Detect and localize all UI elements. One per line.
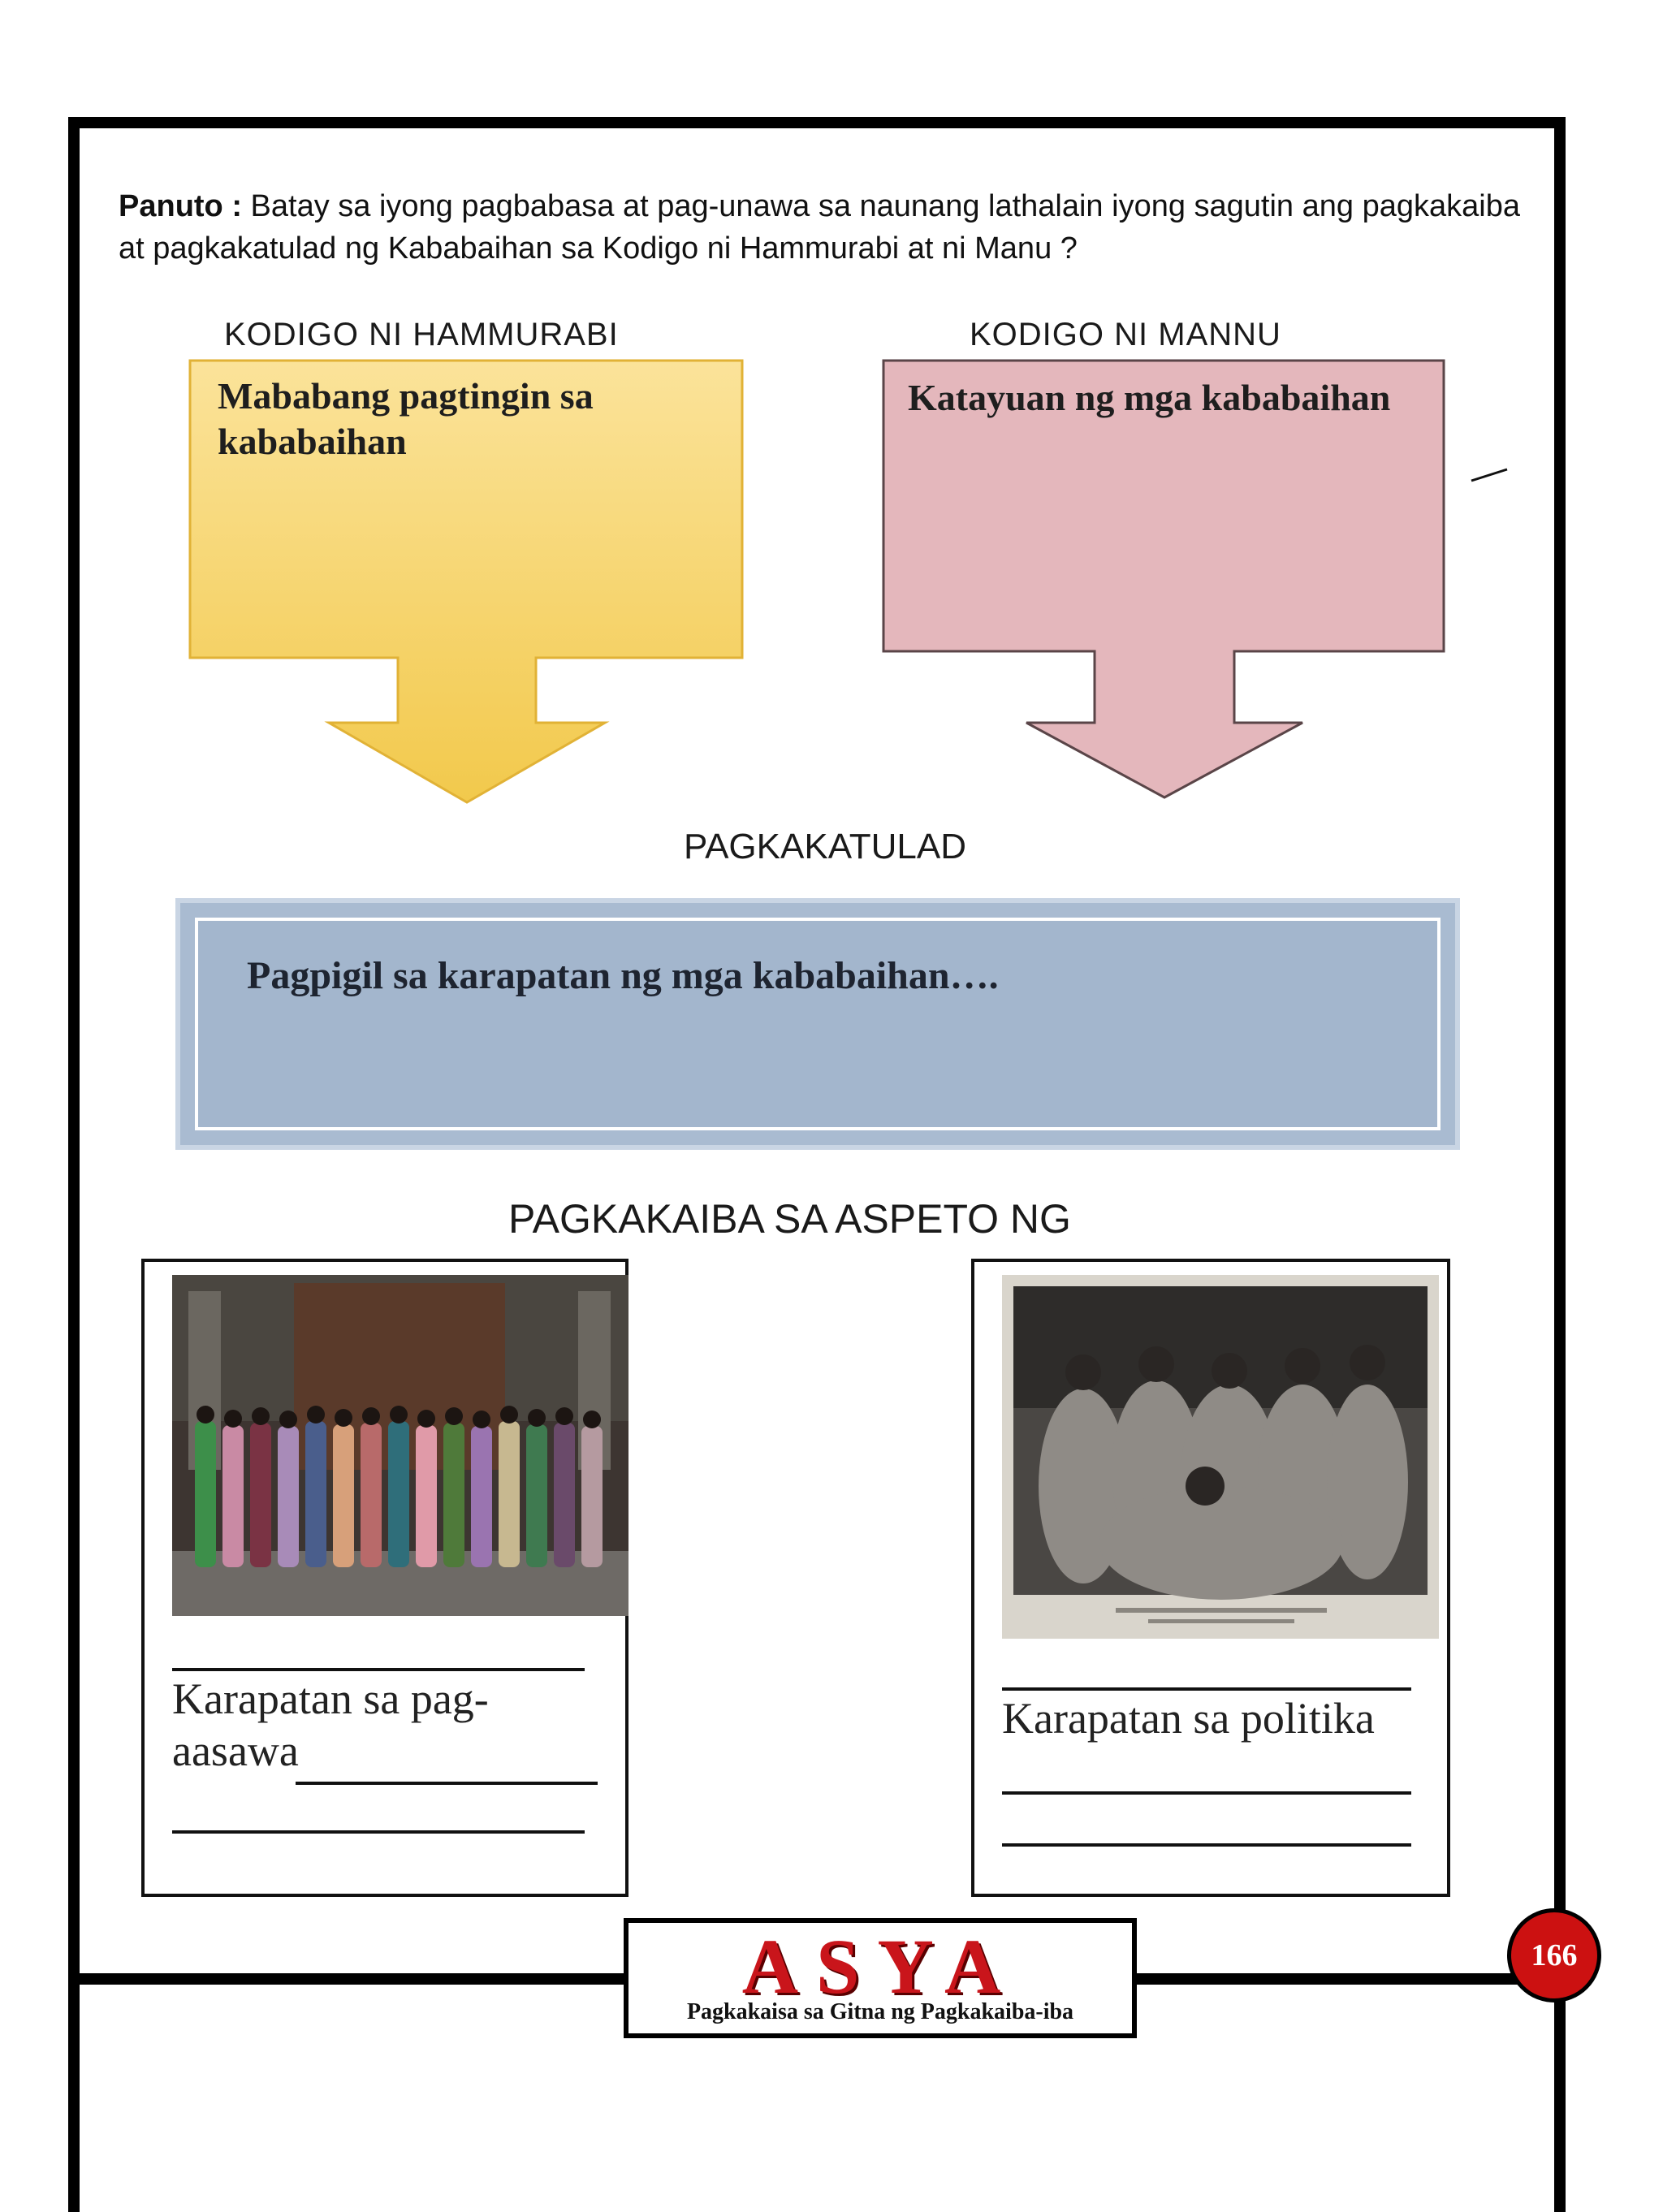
politics-label: Karapatan sa politika — [1002, 1694, 1375, 1743]
marriage-label-line2: aasawa — [172, 1726, 299, 1775]
politics-card — [971, 1259, 1450, 1897]
similarity-inner-frame — [195, 918, 1441, 1130]
answer-line — [172, 1668, 585, 1671]
similarity-text: Pagpigil sa karapatan ng mga kababaihan…. — [247, 954, 999, 997]
difference-title: PAGKAKAIBA SA ASPETO NG — [508, 1196, 1071, 1242]
marriage-card — [141, 1259, 628, 1897]
page-number: 166 — [1531, 1938, 1578, 1972]
hammurabi-title: KODIGO NI HAMMURABI — [224, 317, 619, 352]
instructions — [119, 185, 1548, 270]
asya-logo — [624, 1918, 1137, 2038]
vintage-photo — [1002, 1275, 1439, 1639]
answer-line — [1002, 1843, 1411, 1847]
logo-subtitle: Pagkakaisa sa Gitna ng Pagkakaiba-iba — [686, 1999, 1074, 2024]
answer-line — [1002, 1687, 1411, 1691]
manu-title: KODIGO NI MANNU — [970, 317, 1281, 352]
instructions-text: Batay sa iyong pagbabasa at pag-unawa sa naunang lathalain iyong sagutin ang pagkakaiba at pagkakatulad ng Kababaihan sa Kodigo ni Hammurabi at ni Manu ? — [119, 189, 1520, 266]
marriage-label-line1: Karapatan sa pag- — [172, 1674, 489, 1723]
instructions-label: Panuto : — [119, 189, 242, 223]
page-number-badge — [1507, 1908, 1601, 2002]
manu-arrow-box — [880, 357, 1449, 812]
similarity-title: PAGKAKATULAD — [684, 827, 967, 866]
logo-title: ASYA — [741, 1923, 1019, 2010]
women-group-photo — [172, 1275, 628, 1616]
manu-text: Katayuan ng mga kababaihan — [908, 377, 1391, 418]
hammurabi-text: Mababang pagtingin sa kababaihan — [218, 375, 594, 462]
answer-line — [1002, 1791, 1411, 1795]
answer-line — [296, 1782, 598, 1785]
similarity-box — [175, 898, 1460, 1150]
answer-line — [172, 1830, 585, 1834]
stray-mark-icon — [1470, 463, 1510, 487]
